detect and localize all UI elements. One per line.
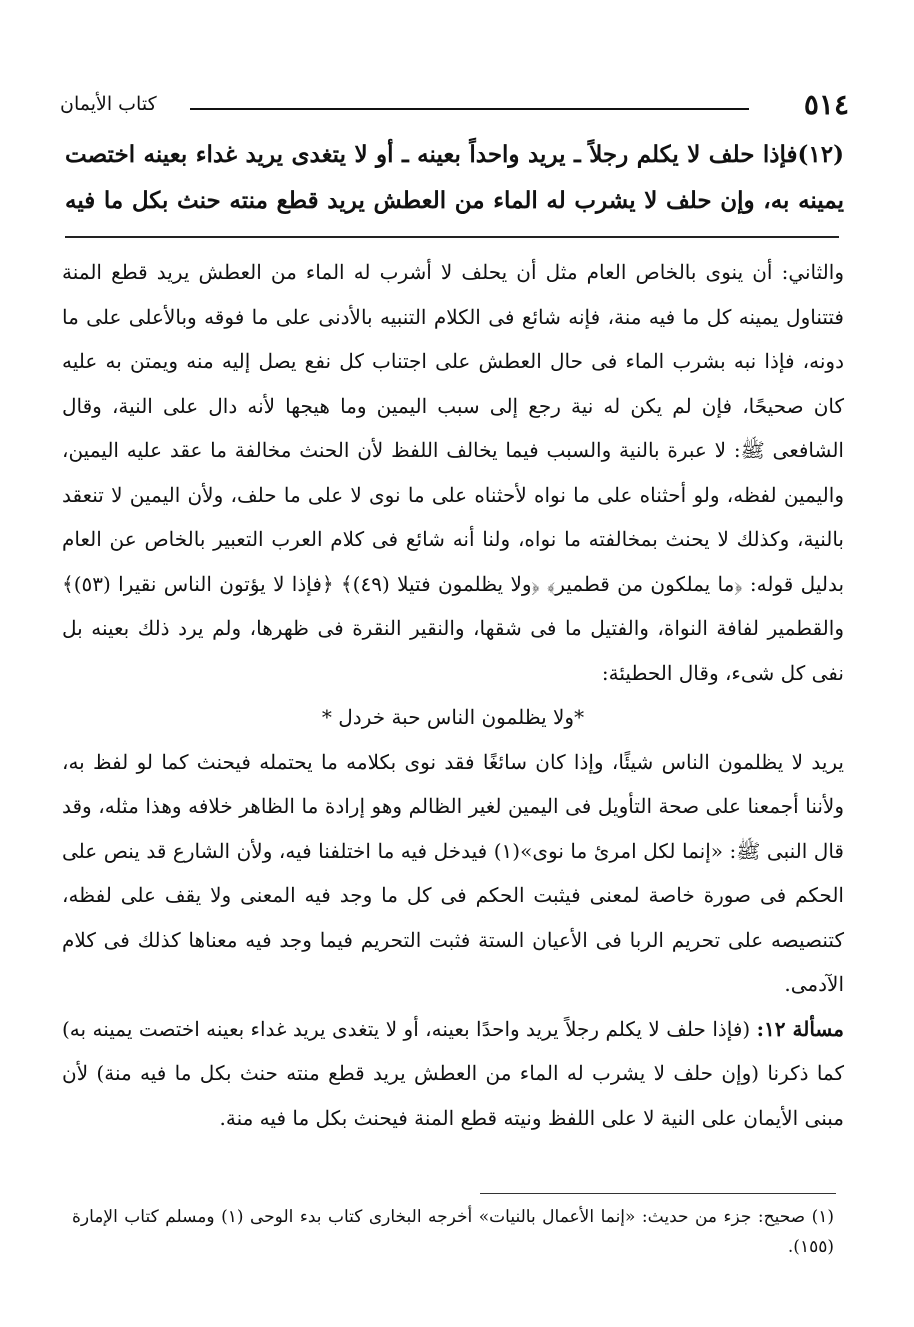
masala-paragraph bbox=[62, 1007, 844, 1141]
page-header bbox=[60, 88, 849, 128]
footnote-separator bbox=[480, 1193, 836, 1194]
masala-label: مسألة ١٢: bbox=[756, 1016, 844, 1041]
masala-text: (فإذا حلف لا يكلم رجلاً يريد واحدًا بعينه، أو لا يتغدى يريد غداء بعينه اختصت يمينه به) كما ذكرنا (وإن حلف لا يشرب له الماء من العطش يريد قطع منته حنث بكل ما فيه منة) لأن مبنى الأيمان على النية لا على اللفظ ونيته قطع المنة فيحنث بكل ما فيه منة. bbox=[62, 1016, 844, 1130]
matn-text: (١٢)فإذا حلف لا يكلم رجلاً ـ يريد واحداً بعينه ـ أو لا يتغدى يريد غداء بعينه اختصت يمينه به، وإن حلف لا يشرب له الماء من العطش يريد قطع منته حنث بكل ما فيه bbox=[65, 141, 844, 214]
running-title: كتاب الأيمان bbox=[60, 93, 157, 115]
poem-verse: *ولا يظلمون الناس حبة خردل * bbox=[321, 705, 585, 729]
matn-text-block bbox=[65, 132, 844, 224]
matn-separator bbox=[65, 236, 839, 238]
commentary-paragraph-2: يريد لا يظلمون الناس شيئًا، وإذا كان سائغًا فقد نوى بكلامه ما يحتمله فيحنث كما لو لفظ به، ولأننا أجمعنا على صحة التأويل فى اليمين لغير الظالم وهو إرادة ما الظاهر خلافه وهذا مثله، وقد قال النبى ﷺ: «إنما لكل امرئ ما نوى»(١) فيدخل فيه ما اختلفنا فيه، ولأن الشارع قد ينص على الحكم فى صورة خاصة لمعنى فيثبت الحكم فى كل ما وجد فيه المعنى ولا يقف على لفظه، كتنصيصه على تحريم الربا فى الأعيان الستة فثبت التحريم فيما وجد فيه معناها كذلك فى كلام الآدمى. bbox=[62, 749, 844, 996]
header-rule bbox=[190, 108, 749, 110]
footnote-block bbox=[72, 1202, 834, 1262]
footnote-text: (١) صحيح: جزء من حديث: «إنما الأعمال بالنيات» أخرجه البخارى كتاب بدء الوحى (١) ومسلم كتاب الإمارة (١٥٥). bbox=[72, 1207, 835, 1257]
commentary-paragraph-1: والثاني: أن ينوى بالخاص العام مثل أن يحلف لا أشرب له الماء من العطش يريد قطع المنة فتتناول يمينه كل ما فيه منة، فإنه شائع فى الكلام التنبيه بالأدنى على ما فوقه وبالأعلى على ما دونه، فإذا نبه بشرب الماء فى حال العطش على اجتناب كل نفع يصل إليه منه ويمتن به عليه كان صحيحًا، فإن لم يكن له نية رجع إلى سبب اليمين وما هيجها لأنه دال على النية، وقال الشافعى ﷺ: لا عبرة بالنية والسبب فيما يخالف اللفظ لأن الحنث مخالفة ما عقد عليه اليمين، واليمين لفظه، ولو أحثناه على ما نواه لأحثناه على ما نوى لا على ما حلف، ولأن اليمين لا تنعقد بالنية، وكذلك لا يحنث بمخالفته ما نواه، ولنا أنه شائع فى كلام العرب التعبير بالخاص عن العام بدليل قوله: ﴿ما يملكون من قطمير﴾ ﴿ولا يظلمون فتيلا (٤٩)﴾ ﴿فإذا لا يؤتون الناس نقيرا (٥٣)﴾ والقطمير لفافة النواة، والفتيل ما فى شقها، والنقير النقرة فى ظهرها، ولم يرد ذلك بعينه بل نفى كل شىء، وقال الحطيئة: bbox=[62, 260, 845, 685]
page-number: ٥١٤ bbox=[803, 88, 849, 121]
commentary-body bbox=[62, 250, 844, 1140]
